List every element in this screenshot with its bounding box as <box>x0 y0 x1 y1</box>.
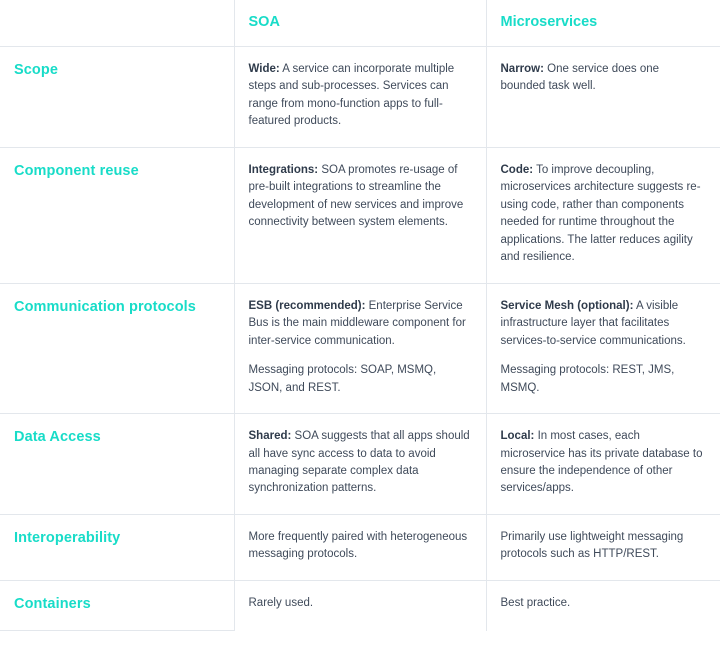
row-label: Interoperability <box>14 529 121 546</box>
cell-lead-term: Service Mesh (optional): <box>500 299 634 312</box>
microservices-cell <box>486 147 720 283</box>
cell-lead-term: Shared: <box>248 430 292 443</box>
microservices-cell <box>486 283 720 413</box>
cell-text <box>501 595 707 612</box>
row-label-cell <box>0 147 234 283</box>
cell-lead-term: Wide: <box>248 63 280 75</box>
table-body <box>0 47 720 631</box>
soa-cell <box>234 47 486 148</box>
column-header-microservices: Microservices <box>486 0 720 47</box>
cell-lead-term: Code: <box>500 163 534 176</box>
cell-text <box>249 595 472 612</box>
cell-paragraph: Primarily use lightweight messaging protocols such as HTTP/REST. <box>500 530 684 561</box>
cell-paragraph: Wide: A service can incorporate multiple steps and sub-processes. Services can range from mono-function apps to full-featured products. <box>248 63 455 128</box>
row-label: Component reuse <box>14 162 139 179</box>
cell-text <box>501 298 707 397</box>
table-row <box>0 283 720 413</box>
row-label-cell <box>0 580 234 631</box>
cell-paragraph: More frequently paired with heterogeneous messaging protocols. <box>248 530 468 561</box>
cell-paragraph: Service Mesh (optional): A visible infrastructure layer that facilitates services-to-service communications. <box>500 299 686 347</box>
soa-cell <box>234 514 486 580</box>
table-row <box>0 414 720 515</box>
cell-text <box>501 529 707 564</box>
cell-paragraph: Messaging protocols: SOAP, MSMQ, JSON, and REST. <box>248 364 437 394</box>
cell-paragraph: Integrations: SOA promotes re-usage of pre-built integrations to streamline the development of new services and improve connectivity between system elements. <box>248 163 464 229</box>
cell-paragraph: Messaging protocols: REST, JMS, MSMQ. <box>500 364 675 394</box>
cell-text <box>501 61 707 96</box>
cell-paragraph: ESB (recommended): Enterprise Service Bus is the main middleware component for inter-service communication. <box>248 299 466 347</box>
table-row <box>0 514 720 580</box>
row-label: Containers <box>14 595 91 612</box>
row-label: Communication protocols <box>14 298 196 315</box>
soa-cell <box>234 147 486 283</box>
column-header-label <box>0 0 234 47</box>
cell-text <box>501 428 707 498</box>
cell-paragraph: Local: In most cases, each microservice has its private database to ensure the independence of other services/apps. <box>500 430 703 495</box>
cell-paragraph: Shared: SOA suggests that all apps should all have sync access to data to avoid managing separate complex data synchronization patterns. <box>248 430 470 495</box>
cell-text <box>501 162 707 267</box>
cell-lead-term: Narrow: <box>500 63 544 75</box>
row-label-cell <box>0 514 234 580</box>
cell-lead-term: ESB (recommended): <box>248 299 366 312</box>
cell-paragraph: Best practice. <box>500 596 571 609</box>
microservices-cell <box>486 47 720 148</box>
row-label-cell <box>0 283 234 413</box>
column-header-soa: SOA <box>234 0 486 47</box>
cell-lead-term: Local: <box>500 430 535 443</box>
cell-paragraph: Rarely used. <box>248 596 314 609</box>
table-row <box>0 147 720 283</box>
microservices-cell <box>486 514 720 580</box>
cell-text <box>249 162 472 232</box>
microservices-cell <box>486 580 720 631</box>
table-row <box>0 580 720 631</box>
microservices-cell <box>486 414 720 515</box>
cell-paragraph: Code: To improve decoupling, microservices architecture suggests re-using code, rather than components needed for runtime throughout the applications. The latter reduces agility and resilience. <box>500 163 701 264</box>
cell-text <box>249 298 472 397</box>
cell-text <box>249 61 472 131</box>
cell-text <box>249 428 472 498</box>
table-row <box>0 47 720 148</box>
cell-lead-term: Integrations: <box>248 163 319 176</box>
row-label-cell <box>0 414 234 515</box>
cell-text <box>249 529 472 564</box>
soa-cell <box>234 414 486 515</box>
row-label: Data Access <box>14 429 101 446</box>
cell-paragraph: Narrow: One service does one bounded task well. <box>500 63 660 93</box>
table-header <box>0 0 720 47</box>
soa-cell <box>234 283 486 413</box>
row-label-cell <box>0 47 234 148</box>
row-label: Scope <box>14 62 59 78</box>
table-header-row <box>0 0 720 47</box>
soa-cell <box>234 580 486 631</box>
